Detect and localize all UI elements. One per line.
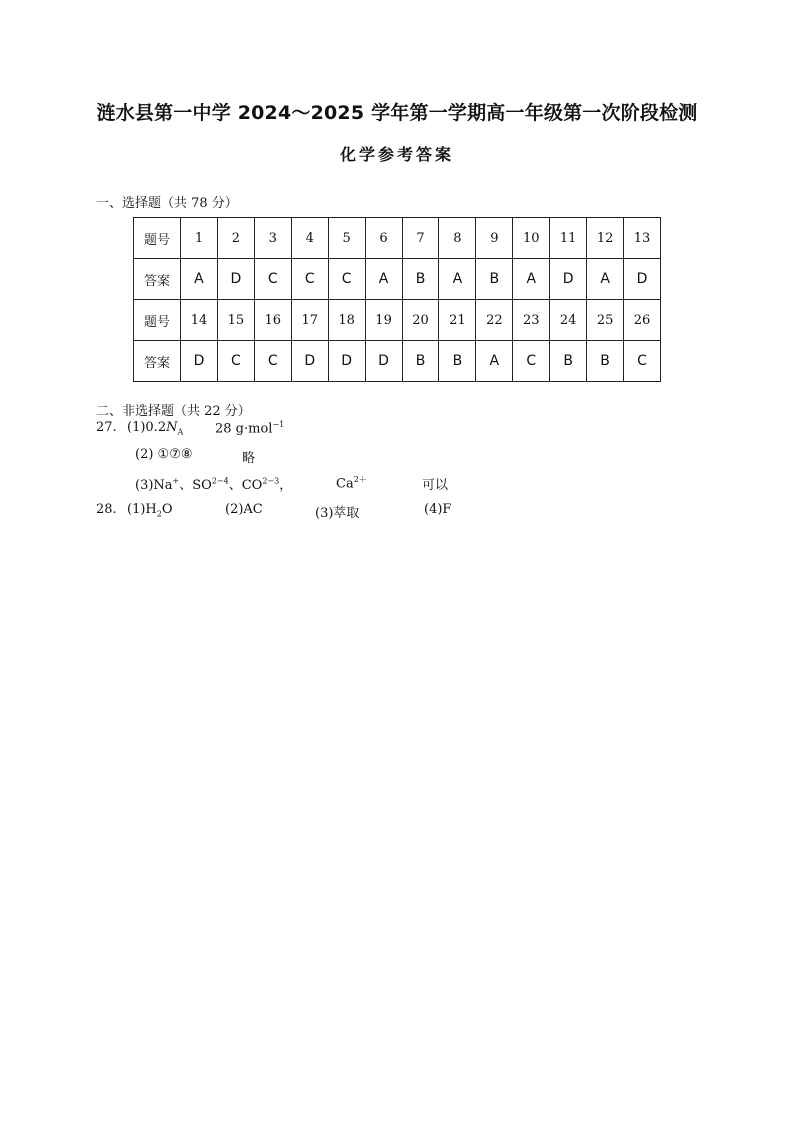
answer-cell: A xyxy=(513,259,550,300)
question-number-cell: 13 xyxy=(624,218,661,259)
answer-cell: D xyxy=(291,341,328,382)
table-row xyxy=(134,341,661,382)
answer-cell: B xyxy=(550,341,587,382)
question-number-cell: 17 xyxy=(291,300,328,341)
question-number-cell: 7 xyxy=(402,218,439,259)
q28-part1-answer: $(1)H_2O$ xyxy=(127,502,173,519)
q28-number: 28. xyxy=(96,502,117,517)
question-number-cell: 23 xyxy=(513,300,550,341)
answer-cell: A xyxy=(365,259,402,300)
question-number-cell: 14 xyxy=(181,300,218,341)
q27-number: 27. xyxy=(96,420,117,435)
q27-part3-calcium: $Ca^{2+}$ xyxy=(336,475,367,492)
question-number-cell: 19 xyxy=(365,300,402,341)
q27-part3-value: 可以 xyxy=(422,478,449,493)
table-row xyxy=(134,218,661,259)
page-subtitle: 化学参考答案 xyxy=(339,145,454,164)
answer-cell: C xyxy=(217,341,254,382)
q27-part2-value: 略 xyxy=(242,451,256,466)
question-number-cell: 12 xyxy=(587,218,624,259)
question-number-cell: 21 xyxy=(439,300,476,341)
question-number-cell: 5 xyxy=(328,218,365,259)
answer-cell: A xyxy=(181,259,218,300)
answer-cell: D xyxy=(550,259,587,300)
answer-label-cell: 答案 xyxy=(134,341,181,382)
q28-part3-answer: (3)萃取 xyxy=(315,506,360,521)
question-number-cell: 2 xyxy=(217,218,254,259)
answer-cell: A xyxy=(587,259,624,300)
question-number-cell: 1 xyxy=(181,218,218,259)
number-label-cell: 题号 xyxy=(134,218,181,259)
q28-part4-answer: (4)F xyxy=(424,502,452,517)
question-number-cell: 22 xyxy=(476,300,513,341)
question-number-cell: 25 xyxy=(587,300,624,341)
question-number-cell: 15 xyxy=(217,300,254,341)
answer-cell: C xyxy=(254,341,291,382)
answer-cell: D xyxy=(365,341,402,382)
question-number-cell: 3 xyxy=(254,218,291,259)
question-number-cell: 16 xyxy=(254,300,291,341)
answer-cell: D xyxy=(181,341,218,382)
answer-cell: A xyxy=(476,341,513,382)
table-row xyxy=(134,259,661,300)
q27-part1-answer: $(1)0.2N_A$ xyxy=(127,420,184,437)
number-label-cell: 题号 xyxy=(134,300,181,341)
question-number-cell: 10 xyxy=(513,218,550,259)
answer-cell: B xyxy=(402,341,439,382)
answer-cell: B xyxy=(476,259,513,300)
answer-cell: D xyxy=(624,259,661,300)
question-number-cell: 9 xyxy=(476,218,513,259)
answer-cell: D xyxy=(328,341,365,382)
answer-cell: C xyxy=(291,259,328,300)
section-heading-choice: 一、选择题（共 78 分） xyxy=(96,196,238,211)
question-number-cell: 20 xyxy=(402,300,439,341)
answer-label-cell: 答案 xyxy=(134,259,181,300)
question-number-cell: 18 xyxy=(328,300,365,341)
q27-part1-molar-mass: 28 g·mol$^{-1}$ xyxy=(215,420,285,437)
question-number-cell: 11 xyxy=(550,218,587,259)
answer-cell: C xyxy=(513,341,550,382)
answer-cell: D xyxy=(217,259,254,300)
answer-cell: C xyxy=(328,259,365,300)
section-heading-nonchoice: 二、非选择题（共 22 分） xyxy=(96,404,251,419)
q28-part2-answer: (2)AC xyxy=(225,502,263,517)
question-number-cell: 8 xyxy=(439,218,476,259)
answer-cell: B xyxy=(402,259,439,300)
table-row xyxy=(134,300,661,341)
question-number-cell: 4 xyxy=(291,218,328,259)
answer-table xyxy=(133,217,661,382)
page-title: 涟水县第一中学 2024～2025 学年第一学期高一年级第一次阶段检测 xyxy=(96,102,698,124)
q27-part2-answer: (2) ①⑦⑧ xyxy=(135,447,193,462)
answer-cell: B xyxy=(439,341,476,382)
answer-cell: C xyxy=(254,259,291,300)
q27-part3-ions: (3)Na+、$SO^{2-4}$、$CO^{2-3}$， xyxy=(135,476,293,493)
answer-cell: C xyxy=(624,341,661,382)
answer-cell: B xyxy=(587,341,624,382)
question-number-cell: 6 xyxy=(365,218,402,259)
question-number-cell: 26 xyxy=(624,300,661,341)
question-number-cell: 24 xyxy=(550,300,587,341)
answer-cell: A xyxy=(439,259,476,300)
